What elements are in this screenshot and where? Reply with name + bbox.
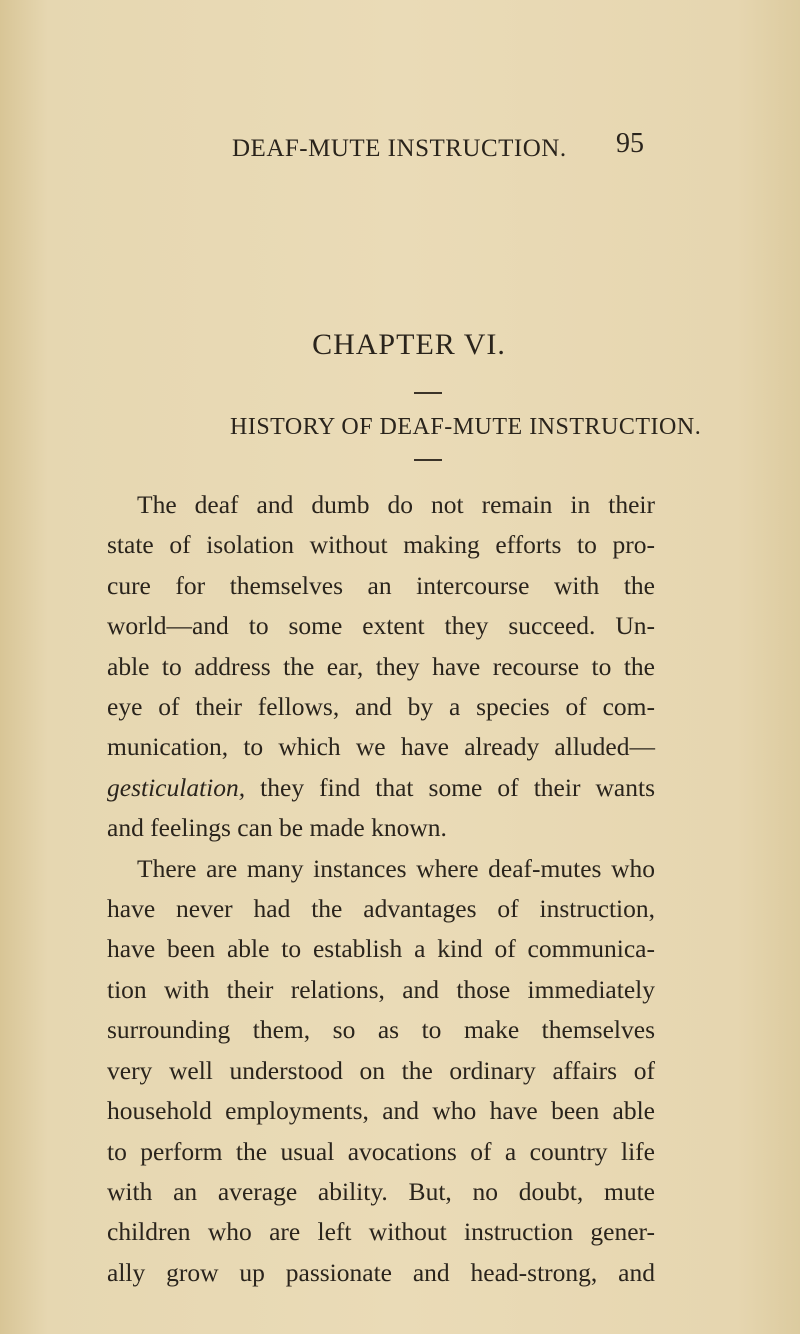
text-line: with an average ability. But, no doubt, mute [107,1176,655,1206]
italic-term: gesticulation, [107,772,246,802]
section-title: HISTORY OF DEAF-MUTE INSTRUCTION. [230,414,702,440]
text-line: and feelings can be made known. [107,813,447,843]
text-line-with-italic [107,768,655,808]
text-line: state of isolation without making efforts to pro- [107,530,655,560]
text-line: eye of their fellows, and by a species of com- [107,692,655,722]
text-line: very well understood on the ordinary affairs of [107,1055,655,1085]
text-line: household employments, and who have been able [107,1096,655,1126]
text-line: able to address the ear, they have recourse to the [107,651,655,681]
text-line: The deaf and dumb do not remain in their [137,490,655,519]
text-line: world—and to some extent they succeed. Un- [107,611,655,641]
text-line: munication, to which we have already alluded— [107,732,655,762]
body-text [107,485,655,1293]
section-rule-top [414,392,442,394]
section-rule-bottom [414,459,442,461]
text-line: There are many instances where deaf-mutes who [137,853,655,883]
text-line: have been able to establish a kind of communica- [107,934,655,964]
text-line: to perform the usual avocations of a country life [107,1136,655,1166]
chapter-title: CHAPTER VI. [312,328,506,361]
text-line: surrounding them, so as to make themselves [107,1015,655,1045]
running-head: DEAF-MUTE INSTRUCTION. [232,135,567,162]
page-number: 95 [616,128,644,159]
text-line: tion with their relations, and those immediately [107,974,655,1004]
text-line: cure for themselves an intercourse with the [107,570,655,600]
text-line: ally grow up passionate and head-strong, and [107,1257,655,1287]
text-line: have never had the advantages of instruction, [107,894,655,924]
text-line: children who are left without instruction gener- [107,1217,655,1247]
text-fragment: they find that some of their wants [245,772,655,802]
